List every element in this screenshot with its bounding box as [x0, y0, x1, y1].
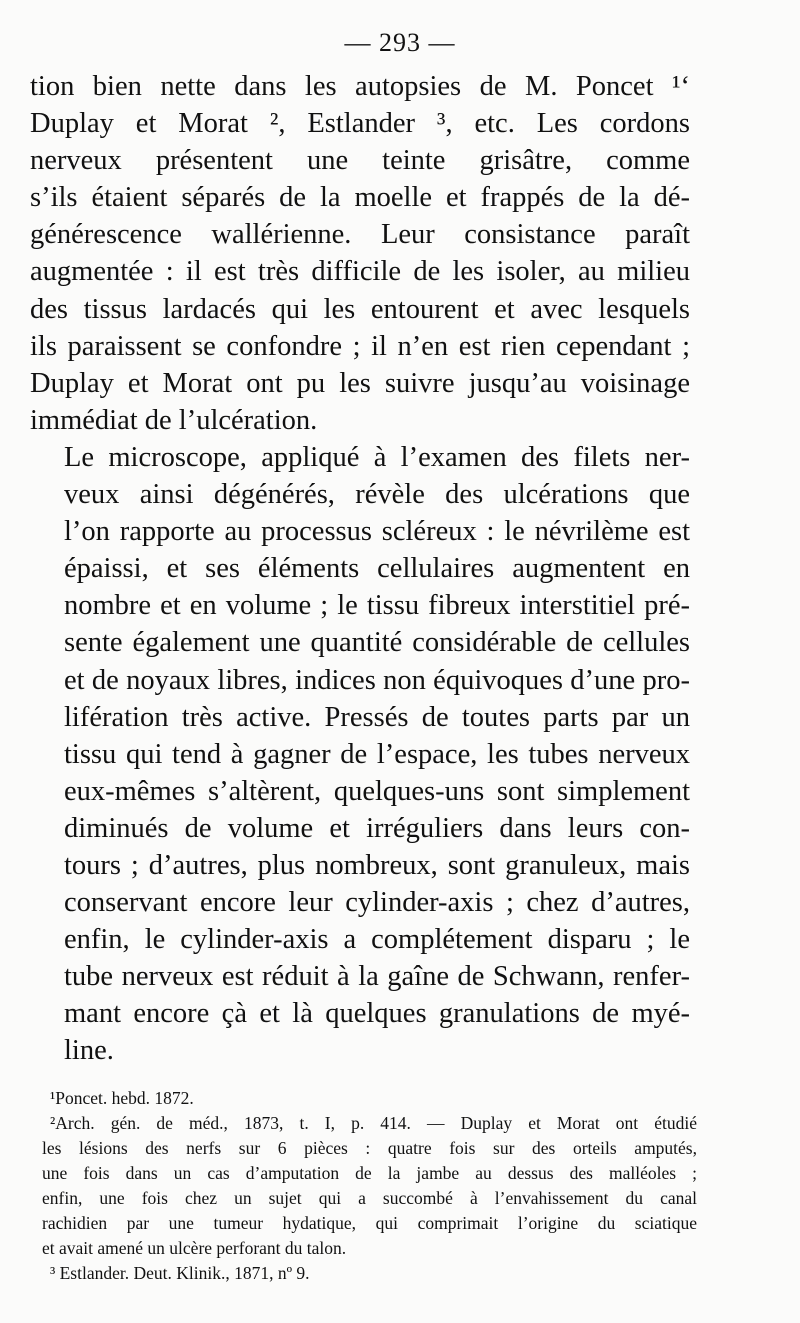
- text-line: mant encore çà et là quelques granulations de myé-: [64, 998, 690, 1030]
- paragraph-1: [30, 68, 690, 439]
- text-line: immédiat de l’ulcération.: [30, 404, 318, 436]
- text-line: eux-mêmes s’altèrent, quelques-uns sont simplement: [64, 775, 690, 807]
- text-line: générescence wallérienne. Leur consistance paraît: [30, 219, 690, 251]
- text-line: des tissus lardacés qui les entourent et avec lesquels: [30, 293, 690, 325]
- page-number: — 293 —: [344, 28, 456, 57]
- paragraph-2: [30, 439, 690, 1070]
- main-text: [30, 68, 690, 1070]
- text-line: tissu qui tend à gagner de l’espace, les tubes nerveux: [64, 738, 690, 770]
- text-line: et de noyaux libres, indices non équivoques d’une pro-: [64, 664, 690, 696]
- text-line: Duplay et Morat ont pu les suivre jusqu’au voisinage: [30, 367, 690, 399]
- text-line: nombre et en volume ; le tissu fibreux interstitiel pré-: [64, 590, 690, 622]
- footnotes: [42, 1086, 697, 1286]
- text-line: s’ils étaient séparés de la moelle et frappés de la dé-: [30, 182, 690, 214]
- footnote-1: ¹Poncet. hebd. 1872.: [50, 1088, 194, 1108]
- text-line: tube nerveux est réduit à la gaîne de Schwann, renfer-: [64, 961, 690, 993]
- footnote-3: ³ Estlander. Deut. Klinik., 1871, nº 9.: [50, 1263, 310, 1283]
- text-line: augmentée : il est très difficile de les isoler, au milieu: [30, 256, 690, 288]
- text-line: l’on rapporte au processus scléreux : le névrilème est: [64, 516, 690, 548]
- text-line: enfin, le cylinder-axis a complétement disparu ; le: [64, 924, 690, 956]
- text-line: nerveux présentent une teinte grisâtre, comme: [30, 145, 690, 177]
- text-line: lifération très active. Pressés de toutes parts par un: [64, 701, 690, 733]
- footnote-2-line: enfin, une fois chez un sujet qui a succombé à l’envahissement du canal: [42, 1188, 697, 1208]
- footnote-2-line: les lésions des nerfs sur 6 pièces : quatre fois sur des orteils amputés,: [42, 1138, 697, 1158]
- text-line: line.: [64, 1035, 114, 1067]
- text-line: tours ; d’autres, plus nombreux, sont granuleux, mais: [64, 849, 690, 881]
- footnote-2-line: ²Arch. gén. de méd., 1873, t. I, p. 414. — Duplay et Morat ont étudié: [50, 1113, 697, 1133]
- text-line: ils paraissent se confondre ; il n’en est rien cependant ;: [30, 330, 690, 362]
- text-line: Le microscope, appliqué à l’examen des filets ner-: [64, 441, 690, 473]
- footnote-2-line: une fois dans un cas d’amputation de la jambe au dessus des malléoles ;: [42, 1163, 697, 1183]
- footnote-2-line: rachidien par une tumeur hydatique, qui comprimait l’origine du sciatique: [42, 1213, 697, 1233]
- footnote-2-line: et avait amené un ulcère perforant du talon.: [42, 1238, 347, 1258]
- text-line: diminués de volume et irréguliers dans leurs con-: [64, 812, 690, 844]
- text-line: sente également une quantité considérable de cellules: [64, 627, 690, 659]
- text-line: tion bien nette dans les autopsies de M. Poncet ¹‘: [30, 71, 690, 102]
- text-line: épaissi, et ses éléments cellulaires augmentent en: [64, 553, 690, 585]
- text-line: Duplay et Morat ², Estlander ³, etc. Les cordons: [30, 108, 690, 140]
- text-line: conservant encore leur cylinder-axis ; chez d’autres,: [64, 887, 690, 919]
- text-line: veux ainsi dégénérés, révèle des ulcérations que: [64, 479, 690, 511]
